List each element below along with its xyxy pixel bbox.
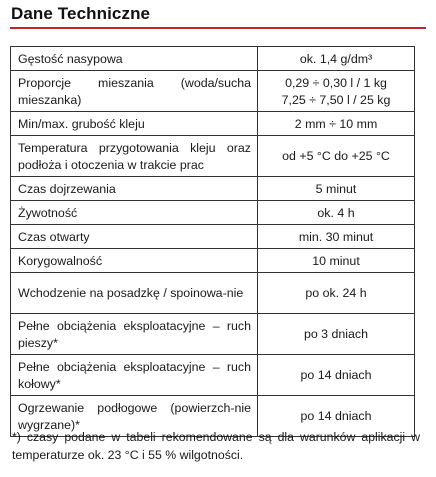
title-divider xyxy=(10,27,426,29)
table-row xyxy=(11,273,415,314)
row-value: ok. 1,4 g/dm³ xyxy=(258,47,415,71)
row-label: Żywotność xyxy=(11,201,258,225)
technical-data-table xyxy=(10,46,415,437)
page-title: Dane Techniczne xyxy=(11,4,151,23)
table-row xyxy=(11,355,415,396)
table-row xyxy=(11,112,415,136)
row-value: ok. 4 h xyxy=(258,201,415,225)
row-label: Gęstość nasypowa xyxy=(11,47,258,71)
row-value: po 14 dniach xyxy=(258,355,415,396)
row-value: min. 30 minut xyxy=(258,225,415,249)
footnote: *) czasy podane w tabeli rekomendowane są dla warunków aplikacji w temperaturze ok. 23 °C i 55 % wilgotności. xyxy=(12,430,420,462)
row-value: 0,29 ÷ 0,30 l / 1 kg 7,25 ÷ 7,50 l / 25 kg xyxy=(258,71,415,112)
row-value: 5 minut xyxy=(258,177,415,201)
row-label: Ogrzewanie podłogowe (powierzch-nie wygrzane)* xyxy=(11,396,258,437)
row-value: po 3 dniach xyxy=(258,314,415,355)
table-row xyxy=(11,177,415,201)
row-value: 2 mm ÷ 10 mm xyxy=(258,112,415,136)
row-label: Czas dojrzewania xyxy=(11,177,258,201)
row-label: Pełne obciążenia eksploatacyjne – ruch kołowy* xyxy=(11,355,258,396)
table-row xyxy=(11,136,415,177)
row-label: Temperatura przygotowania kleju oraz podłoża i otoczenia w trakcie prac xyxy=(11,136,258,177)
table-row xyxy=(11,249,415,273)
row-label: Czas otwarty xyxy=(11,225,258,249)
row-label: Min/max. grubość kleju xyxy=(11,112,258,136)
table-row xyxy=(11,201,415,225)
table-row xyxy=(11,314,415,355)
row-label: Wchodzenie na posadzkę / spoinowa-nie xyxy=(11,273,258,314)
row-label: Proporcje mieszania (woda/sucha mieszanka) xyxy=(11,71,258,112)
row-label: Korygowalność xyxy=(11,249,258,273)
table-row xyxy=(11,47,415,71)
row-label: Pełne obciążenia eksploatacyjne – ruch pieszy* xyxy=(11,314,258,355)
row-value: po 14 dniach xyxy=(258,396,415,437)
row-value: 10 minut xyxy=(258,249,415,273)
row-value: po ok. 24 h xyxy=(258,273,415,314)
row-value: od +5 °C do +25 °C xyxy=(258,136,415,177)
table-row xyxy=(11,225,415,249)
table-row xyxy=(11,71,415,112)
